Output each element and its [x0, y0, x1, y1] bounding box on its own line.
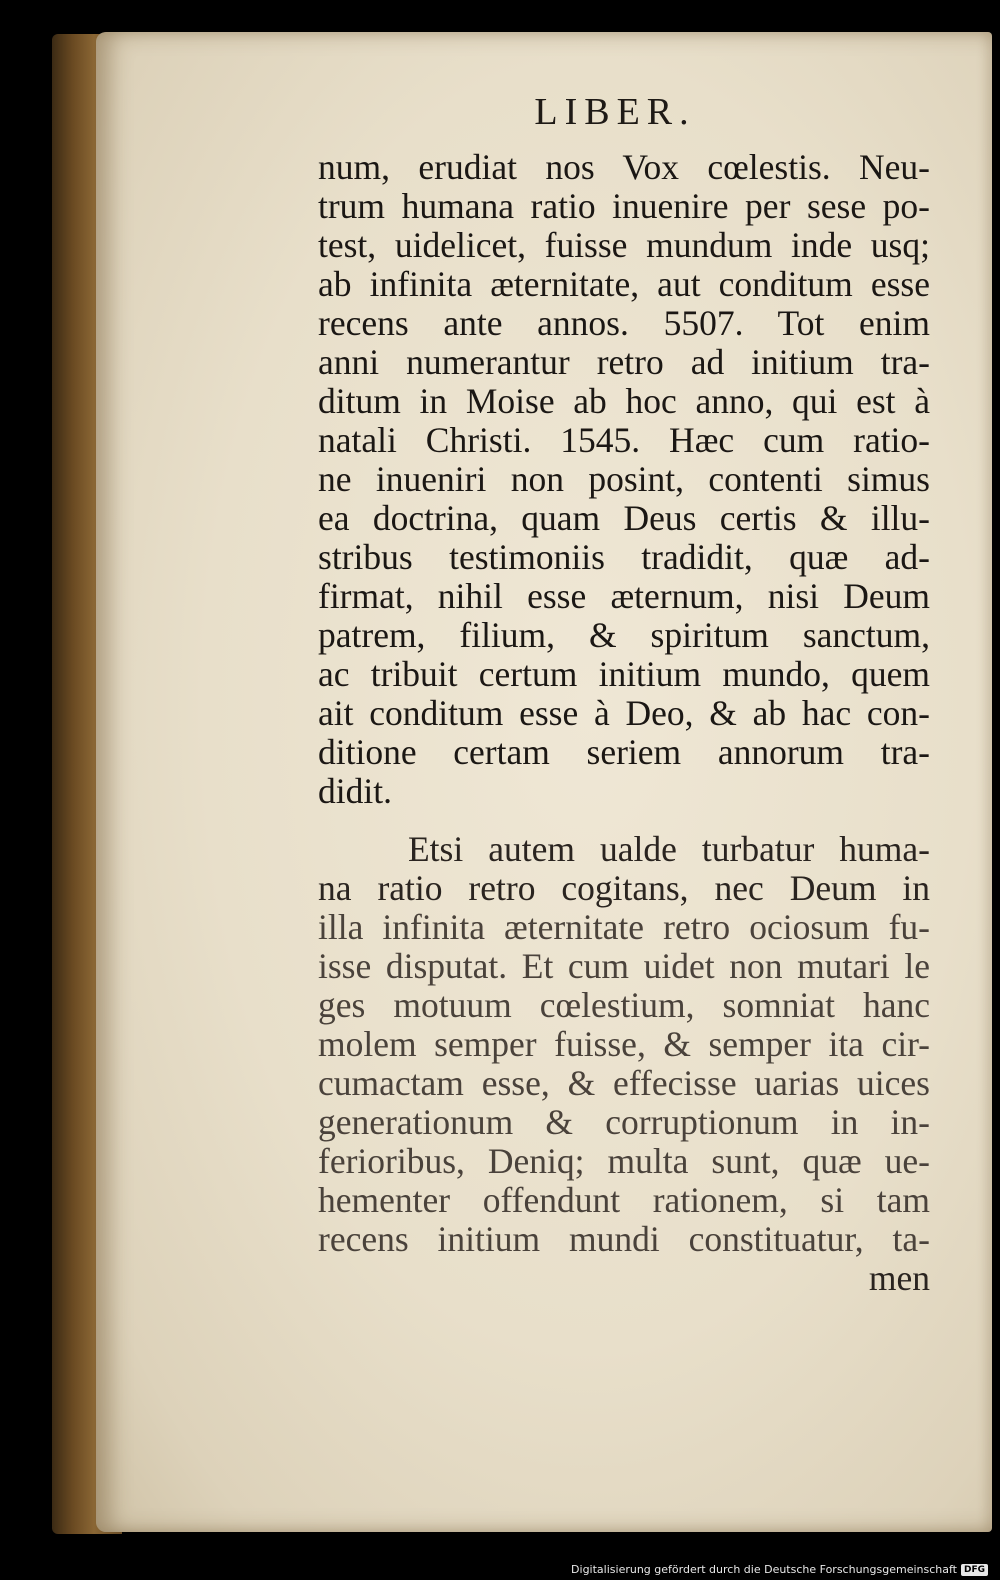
text-line: cumactam esse, & effecisse uarias uices — [318, 1064, 930, 1103]
text-line: illa infinita æternitate retro ociosum fu- — [318, 908, 930, 947]
text-line: isse disputat. Et cum uidet non mutari le — [318, 947, 930, 986]
text-line: ne inueniri non posint, contenti simus — [318, 460, 930, 499]
text-line: recens ante annos. 5507. Tot enim — [318, 304, 930, 343]
text-line: ea doctrina, quam Deus certis & illu- — [318, 499, 930, 538]
text-line: anni numerantur retro ad initium tra- — [318, 343, 930, 382]
text-line: ac tribuit certum initium mundo, quem — [318, 655, 930, 694]
text-line: patrem, filium, & spiritum sanctum, — [318, 616, 930, 655]
dfg-logo: DFG — [961, 1564, 988, 1576]
text-line: stribus testimoniis tradidit, quæ ad- — [318, 538, 930, 577]
running-title: LIBER. — [534, 91, 696, 133]
text-line: firmat, nihil esse æternum, nisi Deum — [318, 577, 930, 616]
credit-text: Digitalisierung gefördert durch die Deutsche Forschungsgemeinschaft — [571, 1563, 957, 1576]
catchword: men — [868, 1259, 930, 1298]
paragraph-2 — [318, 830, 930, 1298]
text-line: natali Christi. 1545. Hæc cum ratio- — [318, 421, 930, 460]
text-line: didit. — [318, 772, 392, 811]
text-line: ait conditum esse à Deo, & ab hac con- — [318, 694, 930, 733]
text-line: ges motuum cœlestium, somniat hanc — [318, 986, 930, 1025]
text-line: ferioribus, Deniq; multa sunt, quæ ue- — [318, 1142, 930, 1181]
text-line: trum humana ratio inuenire per sese po- — [318, 187, 930, 226]
digitization-credit — [571, 1563, 988, 1576]
text-line-indented: Etsi autem ualde turbatur huma- — [408, 830, 930, 869]
text-line: generationum & corruptionum in in- — [318, 1103, 930, 1142]
text-line: num, erudiat nos Vox cœlestis. Neu- — [318, 148, 930, 187]
text-line: na ratio retro cogitans, nec Deum in — [318, 869, 930, 908]
paragraph-1 — [318, 148, 930, 811]
text-line: ab infinita æternitate, aut conditum esse — [318, 265, 930, 304]
text-line: ditione certam seriem annorum tra- — [318, 733, 930, 772]
text-line: ditum in Moise ab hoc anno, qui est à — [318, 382, 930, 421]
text-line: test, uidelicet, fuisse mundum inde usq; — [318, 226, 930, 265]
text-line: recens initium mundi constituatur, ta- — [318, 1220, 930, 1259]
text-line: hementer offendunt rationem, si tam — [318, 1181, 930, 1220]
text-line: molem semper fuisse, & semper ita cir- — [318, 1025, 930, 1064]
